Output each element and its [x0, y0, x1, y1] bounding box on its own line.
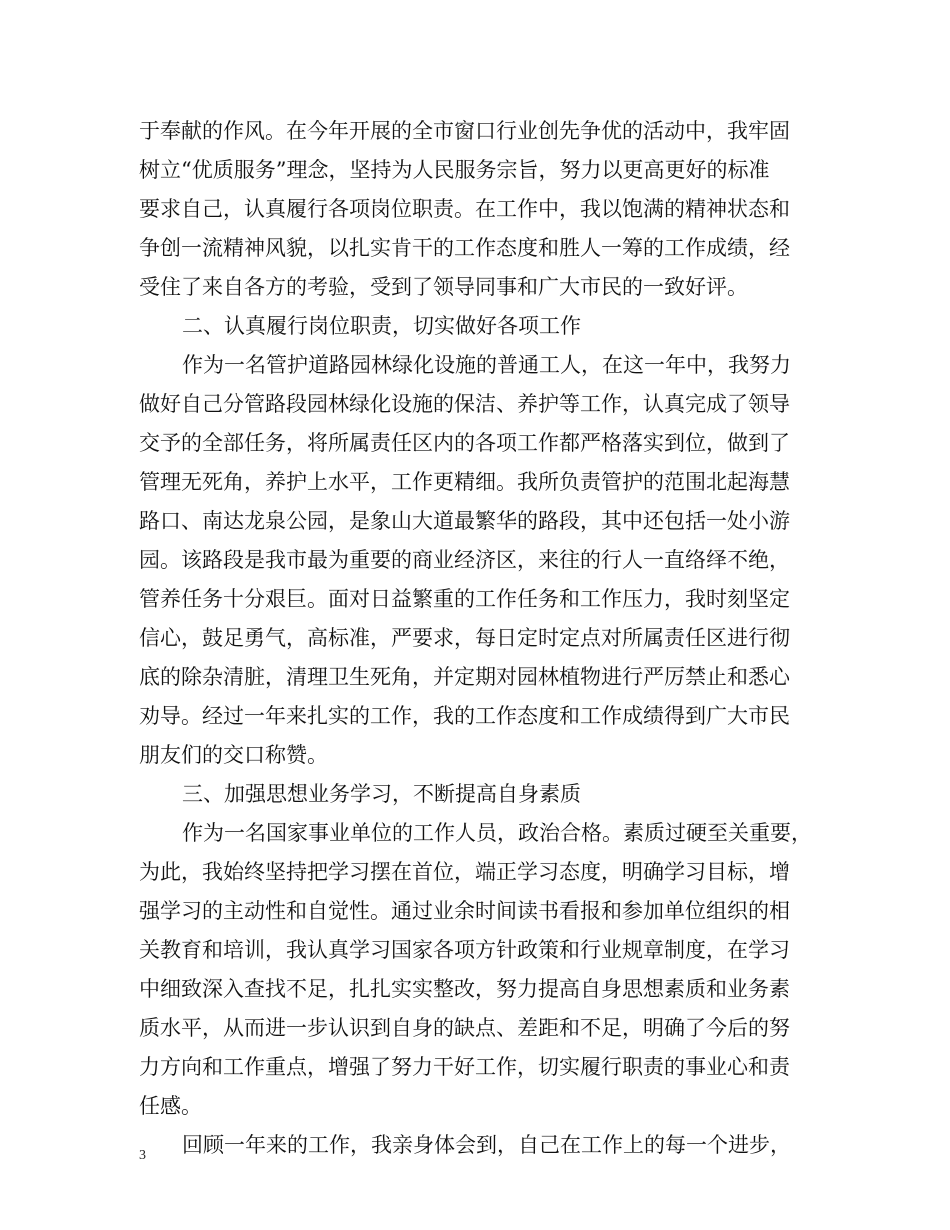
text-line: 园。该路段是我市最为重要的商业经济区，来往的行人一直络绎不绝，: [139, 548, 790, 572]
text-line: 做好自己分管路段园林绿化设施的保洁、养护等工作，认真完成了领导: [139, 392, 790, 416]
text-line: 强学习的主动性和自觉性。通过业余时间读书看报和参加单位组织的相: [139, 899, 790, 923]
text-line: 中细致深入查找不足，扎扎实实整改，努力提高自身思想素质和业务素: [139, 977, 790, 1001]
text-line: 受住了来自各方的考验，受到了领导同事和广大市民的一致好评。: [139, 275, 748, 299]
text-line: 要求自己，认真履行各项岗位职责。在工作中，我以饱满的精神状态和: [139, 197, 790, 221]
text-line: 路口、南达龙泉公园，是象山大道最繁华的路段，其中还包括一处小游: [139, 509, 790, 533]
text-line: 朋友们的交口称赞。: [139, 743, 328, 767]
text-line: 为此，我始终坚持把学习摆在首位，端正学习态度，明确学习目标，增: [139, 860, 790, 884]
page-number: 3: [139, 1148, 146, 1163]
section-heading-2: 二、认真履行岗位职责，切实做好各项工作: [182, 314, 581, 338]
text-line: 作为一名国家事业单位的工作人员，政治合格。素质过硬至关重要，: [182, 821, 812, 845]
document-body: [139, 112, 814, 1165]
text-line: 争创一流精神风貌，以扎实肯干的工作态度和胜人一筹的工作成绩，经: [139, 236, 790, 260]
text-line: 回顾一年来的工作，我亲身体会到，自己在工作上的每一个进步，: [182, 1133, 791, 1157]
text-line: 树立“优质服务”理念，坚持为人民服务宗旨，努力以更高更好的标准: [139, 158, 770, 182]
text-line: 于奉献的作风。在今年开展的全市窗口行业创先争优的活动中，我牢固: [139, 119, 790, 143]
text-line: 底的除杂清脏，清理卫生死角，并定期对园林植物进行严厉禁止和悉心: [139, 665, 790, 689]
text-line: 交予的全部任务，将所属责任区内的各项工作都严格落实到位，做到了: [139, 431, 790, 455]
text-line: 作为一名管护道路园林绿化设施的普通工人，在这一年中，我努力: [182, 353, 791, 377]
text-line: 关教育和培训，我认真学习国家各项方针政策和行业规章制度，在学习: [139, 938, 790, 962]
text-line: 力方向和工作重点，增强了努力干好工作，切实履行职责的事业心和责: [139, 1055, 790, 1079]
text-line: 劝导。经过一年来扎实的工作，我的工作态度和工作成绩得到广大市民: [139, 704, 790, 728]
text-line: 管理无死角，养护上水平，工作更精细。我所负责管护的范围北起海慧: [139, 470, 790, 494]
text-line: 信心，鼓足勇气，高标准，严要求，每日定时定点对所属责任区进行彻: [139, 626, 790, 650]
text-line: 任感。: [139, 1094, 202, 1118]
section-heading-3: 三、加强思想业务学习，不断提高自身素质: [182, 782, 581, 806]
text-line: 管养任务十分艰巨。面对日益繁重的工作任务和工作压力，我时刻坚定: [139, 587, 790, 611]
text-line: 质水平，从而进一步认识到自身的缺点、差距和不足，明确了今后的努: [139, 1016, 790, 1040]
